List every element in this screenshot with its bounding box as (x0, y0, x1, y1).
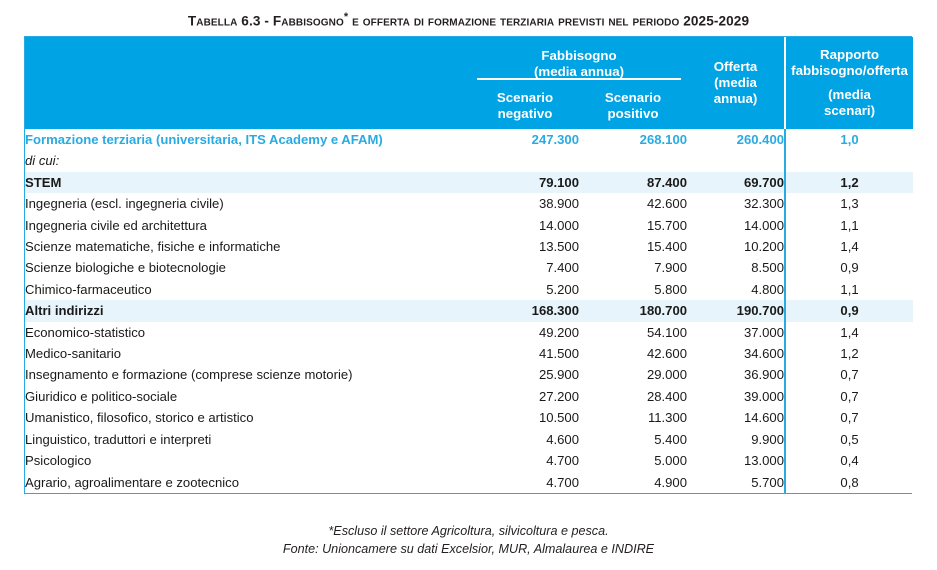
table-row (25, 343, 913, 364)
row-label: di cui: (25, 150, 471, 171)
footnote-text: *Escluso il settore Agricoltura, silvicoltura e pesca. (328, 524, 609, 538)
cell-scenario-positivo: 54.100 (579, 322, 687, 343)
cell-rapporto: 1,0 (785, 129, 913, 150)
header-offerta-l3: annua) (713, 91, 758, 106)
cell-scenario-negativo: 247.300 (471, 129, 579, 150)
cell-scenario-negativo: 4.700 (471, 472, 579, 493)
row-label: Economico-statistico (25, 322, 471, 343)
cell-offerta (687, 150, 785, 171)
cell-scenario-positivo: 5.000 (579, 450, 687, 471)
table-row (25, 300, 913, 321)
cell-scenario-positivo: 87.400 (579, 172, 687, 193)
cell-scenario-positivo: 4.900 (579, 472, 687, 493)
cell-rapporto: 0,9 (785, 300, 913, 321)
row-label: Linguistico, traduttori e interpreti (25, 429, 471, 450)
row-label: Umanistico, filosofico, storico e artistico (25, 407, 471, 428)
title-period: 2025-2029 (683, 13, 750, 29)
header-row-top (25, 37, 913, 81)
table-row (25, 407, 913, 428)
cell-scenario-positivo: 15.400 (579, 236, 687, 257)
cell-scenario-negativo: 4.700 (471, 450, 579, 471)
cell-offerta: 5.700 (687, 472, 785, 493)
cell-offerta: 14.000 (687, 215, 785, 236)
table-row (25, 364, 913, 385)
cell-scenario-positivo: 268.100 (579, 129, 687, 150)
table-body (25, 129, 913, 493)
cell-scenario-positivo: 42.600 (579, 343, 687, 364)
cell-offerta: 14.600 (687, 407, 785, 428)
cell-rapporto: 1,2 (785, 343, 913, 364)
table-row (25, 215, 913, 236)
header-fabbisogno-label: Fabbisogno (541, 47, 617, 63)
cell-scenario-negativo: 7.400 (471, 257, 579, 278)
cell-scenario-positivo: 11.300 (579, 407, 687, 428)
cell-scenario-negativo: 5.200 (471, 279, 579, 300)
cell-scenario-positivo: 42.600 (579, 193, 687, 214)
header-scenario-positivo-l1: Scenario (604, 89, 662, 105)
cell-rapporto: 1,1 (785, 215, 913, 236)
cell-rapporto: 0,5 (785, 429, 913, 450)
table-row (25, 257, 913, 278)
title-prefix: Tabella 6.3 - (187, 13, 273, 29)
page-title (0, 0, 937, 30)
header-scenario-negativo-l1: Scenario (496, 89, 554, 105)
header-scenario-positivo (579, 81, 687, 129)
cell-offerta: 190.700 (687, 300, 785, 321)
header-scenario-negativo-l2: negativo (497, 105, 553, 121)
table-row (25, 193, 913, 214)
cell-scenario-negativo: 27.200 (471, 386, 579, 407)
cell-offerta: 34.600 (687, 343, 785, 364)
cell-scenario-negativo: 10.500 (471, 407, 579, 428)
table-row (25, 386, 913, 407)
cell-scenario-negativo: 38.900 (471, 193, 579, 214)
table-row (25, 129, 913, 150)
cell-scenario-negativo: 13.500 (471, 236, 579, 257)
header-offerta-l1: Offerta (713, 59, 758, 74)
row-label: Scienze biologiche e biotecnologie (25, 257, 471, 278)
header-offerta-l2: (media (714, 75, 757, 90)
cell-scenario-negativo: 79.100 (471, 172, 579, 193)
cell-scenario-negativo: 14.000 (471, 215, 579, 236)
row-label: Psicologico (25, 450, 471, 471)
table-notes (0, 523, 937, 558)
cell-scenario-negativo: 41.500 (471, 343, 579, 364)
table-row (25, 450, 913, 471)
cell-scenario-negativo (471, 150, 579, 171)
title-middle: e offerta di formazione terziaria previsti nel periodo (348, 13, 684, 29)
row-label: Ingegneria (escl. ingegneria civile) (25, 193, 471, 214)
title-main: Fabbisogno (272, 13, 344, 29)
cell-scenario-positivo: 180.700 (579, 300, 687, 321)
header-rapporto (785, 37, 913, 129)
row-label: Medico-sanitario (25, 343, 471, 364)
cell-rapporto: 0,9 (785, 257, 913, 278)
table-row (25, 472, 913, 493)
table-header (25, 37, 913, 129)
cell-scenario-negativo: 49.200 (471, 322, 579, 343)
row-label: Insegnamento e formazione (comprese scienze motorie) (25, 364, 471, 385)
header-rapporto-l1: Rapporto (819, 47, 880, 62)
row-label: Formazione terziaria (universitaria, ITS Academy e AFAM) (25, 129, 471, 150)
cell-rapporto: 0,8 (785, 472, 913, 493)
cell-rapporto: 1,3 (785, 193, 913, 214)
table-row (25, 150, 913, 171)
cell-scenario-positivo: 29.000 (579, 364, 687, 385)
row-label: Giuridico e politico-sociale (25, 386, 471, 407)
cell-rapporto: 0,7 (785, 407, 913, 428)
cell-scenario-negativo: 25.900 (471, 364, 579, 385)
cell-rapporto: 0,4 (785, 450, 913, 471)
cell-scenario-positivo: 7.900 (579, 257, 687, 278)
cell-rapporto: 1,4 (785, 322, 913, 343)
cell-offerta: 10.200 (687, 236, 785, 257)
cell-scenario-negativo: 168.300 (471, 300, 579, 321)
header-rapporto-l4: scenari) (824, 103, 876, 118)
cell-offerta: 36.900 (687, 364, 785, 385)
header-rapporto-l2: fabbisogno/offerta (791, 63, 908, 78)
row-label: Chimico-farmaceutico (25, 279, 471, 300)
cell-offerta: 9.900 (687, 429, 785, 450)
header-scenario-positivo-l2: positivo (607, 105, 659, 121)
cell-scenario-positivo: 28.400 (579, 386, 687, 407)
cell-rapporto: 1,2 (785, 172, 913, 193)
table-row (25, 322, 913, 343)
cell-rapporto: 1,4 (785, 236, 913, 257)
cell-offerta: 260.400 (687, 129, 785, 150)
table-row (25, 236, 913, 257)
cell-rapporto (785, 150, 913, 171)
cell-rapporto: 0,7 (785, 386, 913, 407)
table-row (25, 172, 913, 193)
cell-offerta: 69.700 (687, 172, 785, 193)
row-label: Ingegneria civile ed architettura (25, 215, 471, 236)
header-blank-cell (25, 37, 471, 129)
cell-offerta: 39.000 (687, 386, 785, 407)
cell-offerta: 4.800 (687, 279, 785, 300)
cell-offerta: 13.000 (687, 450, 785, 471)
row-label: Agrario, agroalimentare e zootecnico (25, 472, 471, 493)
source-text: Fonte: Unioncamere su dati Excelsior, MUR, Almalaurea e INDIRE (282, 541, 655, 556)
cell-scenario-positivo (579, 150, 687, 171)
header-rapporto-l3: (media (828, 87, 871, 102)
header-divider-rule (477, 78, 681, 80)
header-scenario-negativo (471, 81, 579, 129)
row-label: STEM (25, 172, 471, 193)
cell-rapporto: 1,1 (785, 279, 913, 300)
header-fabbisogno-sublabel: (media annua) (533, 63, 625, 79)
row-label: Altri indirizzi (25, 300, 471, 321)
header-offerta (687, 37, 785, 129)
cell-scenario-positivo: 5.800 (579, 279, 687, 300)
cell-offerta: 8.500 (687, 257, 785, 278)
cell-offerta: 32.300 (687, 193, 785, 214)
cell-rapporto: 0,7 (785, 364, 913, 385)
row-label: Scienze matematiche, fisiche e informatiche (25, 236, 471, 257)
cell-offerta: 37.000 (687, 322, 785, 343)
header-fabbisogno (471, 37, 687, 81)
cell-scenario-positivo: 5.400 (579, 429, 687, 450)
title-asterisk: * (343, 11, 349, 23)
cell-scenario-negativo: 4.600 (471, 429, 579, 450)
cell-scenario-positivo: 15.700 (579, 215, 687, 236)
table-row (25, 279, 913, 300)
forecast-table-container (24, 36, 912, 494)
table-row (25, 429, 913, 450)
forecast-table (25, 37, 913, 493)
